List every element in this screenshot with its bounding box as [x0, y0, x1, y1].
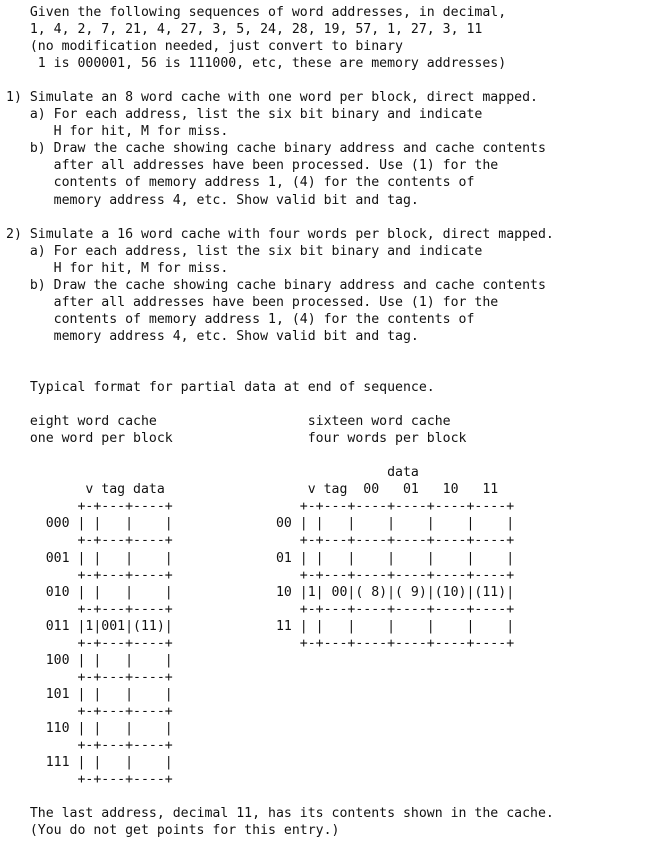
text-line: 1) Simulate an 8 word cache with one word per block, direct mapped.: [6, 90, 538, 106]
text-line: H for hit, M for miss.: [6, 124, 229, 140]
text-line: +-+---+----+: [6, 772, 173, 788]
text-line: contents of memory address 1, (4) for the contents of: [6, 175, 475, 191]
text-line: [6, 209, 554, 226]
text-line: data: [6, 465, 419, 481]
text-line: after all addresses have been processed. Use (1) for the: [6, 158, 499, 174]
text-line: 110 | | | |: [6, 720, 173, 736]
text-line: The last address, decimal 11, has its contents shown in the cache.: [6, 806, 554, 822]
text-line: v tag data v tag 00 01 10 11: [6, 482, 499, 498]
text-line: memory address 4, etc. Show valid bit and tag.: [6, 192, 419, 208]
text-line: 000 | | | | 00 | | | | | | |: [6, 516, 515, 532]
text-line: +-+---+----+ +-+---+----+----+----+----+: [6, 635, 515, 651]
text-line: +-+---+----+ +-+---+----+----+----+----+: [6, 567, 515, 583]
text-line: [6, 396, 554, 413]
text-line: (no modification needed, just convert to binary: [6, 39, 403, 55]
document-text: [6, 4, 554, 839]
text-line: +-+---+----+: [6, 669, 173, 685]
text-line: [6, 447, 554, 464]
text-line: 001 | | | | 01 | | | | | | |: [6, 550, 515, 566]
text-line: 2) Simulate a 16 word cache with four words per block, direct mapped.: [6, 226, 554, 242]
text-line: memory address 4, etc. Show valid bit and tag.: [6, 328, 419, 344]
text-line: 100 | | | |: [6, 652, 173, 668]
text-line: b) Draw the cache showing cache binary address and cache contents: [6, 277, 546, 293]
text-line: Given the following sequences of word addresses, in decimal,: [6, 5, 507, 20]
text-line: [6, 362, 554, 379]
text-line: eight word cache sixteen word cache: [6, 414, 451, 430]
text-line: 010 | | | | 10 |1| 00|( 8)|( 9)|(10)|(11)|: [6, 584, 515, 600]
text-line: +-+---+----+ +-+---+----+----+----+----+: [6, 499, 515, 515]
text-line: [6, 72, 554, 89]
text-line: (You do not get points for this entry.): [6, 823, 340, 839]
text-line: 1 is 000001, 56 is 111000, etc, these are memory addresses): [6, 56, 507, 72]
text-line: a) For each address, list the six bit binary and indicate: [6, 243, 483, 259]
text-line: 1, 4, 2, 7, 21, 4, 27, 3, 5, 24, 28, 19, 57, 1, 27, 3, 11: [6, 22, 483, 38]
text-line: 011 |1|001|(11)| 11 | | | | | | |: [6, 618, 515, 634]
text-line: 101 | | | |: [6, 686, 173, 702]
text-line: contents of memory address 1, (4) for the contents of: [6, 311, 475, 327]
text-line: b) Draw the cache showing cache binary address and cache contents: [6, 141, 546, 157]
text-line: H for hit, M for miss.: [6, 260, 229, 276]
text-line: [6, 345, 554, 362]
text-line: +-+---+----+: [6, 738, 173, 754]
text-line: +-+---+----+ +-+---+----+----+----+----+: [6, 601, 515, 617]
text-line: Typical format for partial data at end of sequence.: [6, 380, 435, 396]
text-line: 111 | | | |: [6, 755, 173, 771]
text-line: after all addresses have been processed. Use (1) for the: [6, 294, 499, 310]
text-line: +-+---+----+: [6, 703, 173, 719]
text-line: a) For each address, list the six bit binary and indicate: [6, 107, 483, 123]
text-line: one word per block four words per block: [6, 431, 467, 447]
text-line: +-+---+----+ +-+---+----+----+----+----+: [6, 533, 515, 549]
text-line: [6, 788, 554, 805]
